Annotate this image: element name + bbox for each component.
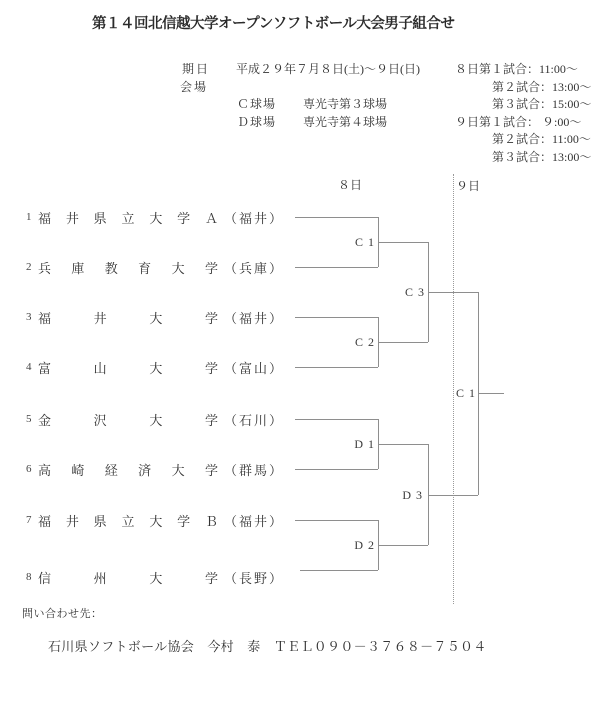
team-name: 信 州 大 学 xyxy=(38,570,218,586)
day-divider-dotted-line xyxy=(453,174,454,604)
bracket-hline xyxy=(295,469,378,470)
team-prefecture: （石川） xyxy=(224,412,285,428)
match-label-c2: C 2 xyxy=(354,335,375,349)
schedule-day8-game2: 第２試合：13:00～ xyxy=(492,80,592,94)
bracket-hline xyxy=(295,520,378,521)
team-prefecture: （福井） xyxy=(224,310,285,326)
team-row xyxy=(26,460,284,478)
bracket-vline xyxy=(378,419,379,469)
team-seed: 7 xyxy=(26,514,32,526)
team-row xyxy=(26,258,284,276)
venue-c-name: 専光寺第３球場 xyxy=(303,97,388,111)
match-label-d1: D 1 xyxy=(354,437,375,451)
bracket-hline xyxy=(295,367,378,368)
team-seed: 4 xyxy=(26,361,32,373)
team-seed: 1 xyxy=(26,211,32,223)
bracket-vline xyxy=(428,242,429,342)
team-seed: 3 xyxy=(26,311,32,323)
venue-c-court: Ｃ球場 xyxy=(237,97,277,111)
bracket-day2-label: ９日 xyxy=(456,179,481,193)
schedule-day8-game1: ８日第１試合：11:00～ xyxy=(455,62,578,76)
date-label: 期日 xyxy=(182,62,211,76)
team-name: 富 山 大 学 xyxy=(38,360,218,376)
bracket-hline xyxy=(300,570,378,571)
bracket-hline xyxy=(295,419,378,420)
match-label-c1: C 1 xyxy=(354,235,375,249)
team-prefecture: （福井） xyxy=(224,513,285,529)
bracket-vline xyxy=(378,217,379,267)
team-prefecture: （富山） xyxy=(224,360,285,376)
bracket-hline xyxy=(378,545,428,546)
team-name: 福 井 大 学 xyxy=(38,310,218,326)
team-prefecture: （福井） xyxy=(224,210,285,226)
team-name: 金 沢 大 学 xyxy=(38,412,218,428)
venue-d-name: 専光寺第４球場 xyxy=(303,115,388,129)
bracket-hline xyxy=(295,267,378,268)
team-row xyxy=(26,308,284,326)
venue-d-court: Ｄ球場 xyxy=(237,115,277,129)
bracket-hline xyxy=(378,342,428,343)
match-label-d3: D 3 xyxy=(402,488,423,502)
schedule-day9-game3: 第３試合：13:00～ xyxy=(492,150,592,164)
schedule-day9-game2: 第２試合：11:00～ xyxy=(492,132,591,146)
bracket-vline xyxy=(378,317,379,367)
team-row xyxy=(26,568,284,586)
match-label-d2: D 2 xyxy=(354,538,375,552)
team-seed: 8 xyxy=(26,571,32,583)
contact-label: 問い合わせ先： xyxy=(22,608,103,620)
bracket-hline xyxy=(378,444,428,445)
page-title: 第１４回北信越大学オープンソフトボール大会男子組合せ xyxy=(92,16,455,32)
bracket-hline xyxy=(428,292,478,293)
bracket-day1-label: ８日 xyxy=(338,178,363,192)
team-row xyxy=(26,358,284,376)
date-value: 平成２９年７月８日(土)～９日(日) xyxy=(236,62,420,76)
venue-label: 会場 xyxy=(180,80,209,94)
team-name: 福 井 県 立 大 学 Ｂ xyxy=(38,513,218,529)
team-prefecture: （群馬） xyxy=(224,462,285,478)
match-label-final: C 1 xyxy=(456,386,477,400)
contact-value: 石川県ソフトボール協会 今村 泰 ＴＥＬ０９０－３７６８－７５０４ xyxy=(48,639,487,654)
bracket-hline xyxy=(295,217,378,218)
bracket-hline xyxy=(295,317,378,318)
schedule-day9-game1: ９日第１試合： ９:00～ xyxy=(455,115,582,129)
team-seed: 2 xyxy=(26,261,32,273)
match-label-c3: C 3 xyxy=(404,285,425,299)
team-row xyxy=(26,410,284,428)
team-seed: 5 xyxy=(26,413,32,425)
bracket-hline xyxy=(378,242,428,243)
team-prefecture: （兵庫） xyxy=(224,260,285,276)
bracket-hline xyxy=(428,495,478,496)
team-row xyxy=(26,208,284,226)
schedule-day8-game3: 第３試合：15:00～ xyxy=(492,97,592,111)
team-seed: 6 xyxy=(26,463,32,475)
team-name: 高 崎 経 済 大 学 xyxy=(38,462,218,478)
team-row xyxy=(26,511,284,529)
bracket-vline xyxy=(428,444,429,545)
bracket-vline xyxy=(378,520,379,570)
team-prefecture: （長野） xyxy=(224,570,285,586)
team-name: 福 井 県 立 大 学 Ａ xyxy=(38,210,218,226)
team-name: 兵 庫 教 育 大 学 xyxy=(38,260,218,276)
